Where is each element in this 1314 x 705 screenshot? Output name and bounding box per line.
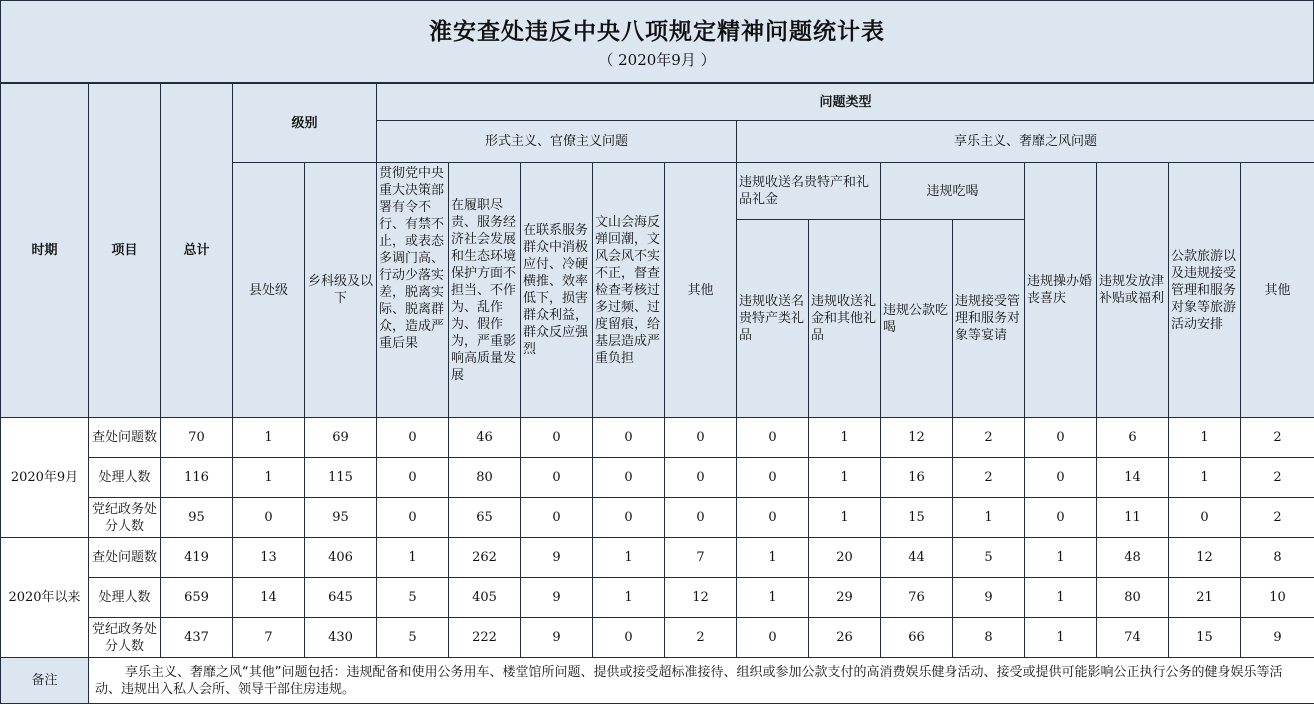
table-row bbox=[1, 578, 1314, 618]
period-cell: 2020年以来 bbox=[1, 538, 89, 658]
period-cell: 2020年9月 bbox=[1, 418, 89, 538]
table-row bbox=[1, 498, 1314, 538]
table-row bbox=[1, 418, 1314, 458]
table-row bbox=[1, 458, 1314, 498]
value-cell: 1 bbox=[737, 578, 809, 618]
value-cell: 14 bbox=[1097, 458, 1169, 498]
header-county-level: 县处级 bbox=[233, 163, 305, 418]
row-label: 查处问题数 bbox=[89, 538, 161, 578]
value-cell: 437 bbox=[161, 618, 233, 658]
value-cell: 95 bbox=[161, 498, 233, 538]
note-text: 享乐主义、奢靡之风“其他”问题包括：违规配备和使用公务用车、楼堂馆所问题、提供或接受超标准接待、组织或参加公款支付的高消费娱乐健身活动、接受或提供可能影响公正执行公务的健身娱乐等活动、违规出入私人会所、领导干部住房违规。 bbox=[89, 658, 1314, 704]
header-hedonism: 享乐主义、奢靡之风问题 bbox=[737, 121, 1314, 163]
header-township-level: 乡科级及以下 bbox=[305, 163, 377, 418]
row-label: 处理人数 bbox=[89, 458, 161, 498]
value-cell: 1 bbox=[737, 538, 809, 578]
value-cell: 29 bbox=[809, 578, 881, 618]
header-gift-specialty: 违规收送名贵特产类礼品 bbox=[737, 220, 809, 418]
header-eating-group: 违规吃喝 bbox=[881, 163, 1025, 220]
value-cell: 7 bbox=[233, 618, 305, 658]
value-cell: 8 bbox=[953, 618, 1025, 658]
header-gift-group: 违规收送名贵特产和礼品礼金 bbox=[737, 163, 881, 220]
value-cell: 0 bbox=[377, 498, 449, 538]
value-cell: 0 bbox=[377, 418, 449, 458]
row-label: 党纪政务处分人数 bbox=[89, 618, 161, 658]
value-cell: 9 bbox=[521, 538, 593, 578]
header-formalism: 形式主义、官僚主义问题 bbox=[377, 121, 737, 163]
value-cell: 2 bbox=[1241, 418, 1314, 458]
value-cell: 0 bbox=[1025, 458, 1097, 498]
value-cell: 0 bbox=[521, 458, 593, 498]
value-cell: 1 bbox=[1169, 418, 1241, 458]
header-formalism-other: 其他 bbox=[665, 163, 737, 418]
value-cell: 115 bbox=[305, 458, 377, 498]
value-cell: 1 bbox=[1169, 458, 1241, 498]
value-cell: 2 bbox=[953, 418, 1025, 458]
value-cell: 405 bbox=[449, 578, 521, 618]
value-cell: 0 bbox=[1025, 418, 1097, 458]
header-subsidy: 违规发放津补贴或福利 bbox=[1097, 163, 1169, 418]
value-cell: 12 bbox=[881, 418, 953, 458]
value-cell: 74 bbox=[1097, 618, 1169, 658]
value-cell: 2 bbox=[1241, 458, 1314, 498]
table-row bbox=[1, 538, 1314, 578]
header-formalism-2: 在履职尽责、服务经济社会发展和生态环境保护方面不担当、不作为、乱作为、假作为，严重影响高质量发展 bbox=[449, 163, 521, 418]
header-formalism-1: 贯彻党中央重大决策部署有令不行、有禁不止，或表态多调门高、行动少落实差，脱离实际、脱离群众，造成严重后果 bbox=[377, 163, 449, 418]
value-cell: 2 bbox=[665, 618, 737, 658]
value-cell: 0 bbox=[665, 418, 737, 458]
value-cell: 0 bbox=[665, 498, 737, 538]
value-cell: 1 bbox=[233, 418, 305, 458]
value-cell: 12 bbox=[665, 578, 737, 618]
header-formalism-3: 在联系服务群众中消极应付、冷硬横推、效率低下，损害群众利益，群众反应强烈 bbox=[521, 163, 593, 418]
value-cell: 0 bbox=[1169, 498, 1241, 538]
value-cell: 0 bbox=[737, 498, 809, 538]
value-cell: 66 bbox=[881, 618, 953, 658]
value-cell: 10 bbox=[1241, 578, 1314, 618]
value-cell: 1 bbox=[1025, 618, 1097, 658]
header-eat-public: 违规公款吃喝 bbox=[881, 220, 953, 418]
value-cell: 1 bbox=[233, 458, 305, 498]
value-cell: 5 bbox=[953, 538, 1025, 578]
value-cell: 1 bbox=[593, 578, 665, 618]
value-cell: 0 bbox=[1025, 498, 1097, 538]
value-cell: 2 bbox=[953, 458, 1025, 498]
value-cell: 222 bbox=[449, 618, 521, 658]
value-cell: 5 bbox=[377, 578, 449, 618]
value-cell: 26 bbox=[809, 618, 881, 658]
header-gift-money: 违规收送礼金和其他礼品 bbox=[809, 220, 881, 418]
value-cell: 0 bbox=[593, 458, 665, 498]
value-cell: 0 bbox=[737, 418, 809, 458]
value-cell: 1 bbox=[953, 498, 1025, 538]
value-cell: 0 bbox=[521, 498, 593, 538]
header-period: 时期 bbox=[1, 84, 89, 418]
statistics-table bbox=[0, 83, 1314, 704]
value-cell: 419 bbox=[161, 538, 233, 578]
value-cell: 9 bbox=[953, 578, 1025, 618]
value-cell: 21 bbox=[1169, 578, 1241, 618]
value-cell: 7 bbox=[665, 538, 737, 578]
value-cell: 20 bbox=[809, 538, 881, 578]
value-cell: 16 bbox=[881, 458, 953, 498]
value-cell: 1 bbox=[593, 538, 665, 578]
value-cell: 69 bbox=[305, 418, 377, 458]
value-cell: 65 bbox=[449, 498, 521, 538]
value-cell: 0 bbox=[593, 498, 665, 538]
header-level: 级别 bbox=[233, 84, 377, 163]
note-row bbox=[1, 658, 1314, 704]
value-cell: 76 bbox=[881, 578, 953, 618]
row-label: 查处问题数 bbox=[89, 418, 161, 458]
value-cell: 116 bbox=[161, 458, 233, 498]
value-cell: 5 bbox=[377, 618, 449, 658]
value-cell: 406 bbox=[305, 538, 377, 578]
value-cell: 12 bbox=[1169, 538, 1241, 578]
value-cell: 1 bbox=[809, 418, 881, 458]
value-cell: 15 bbox=[1169, 618, 1241, 658]
value-cell: 262 bbox=[449, 538, 521, 578]
value-cell: 8 bbox=[1241, 538, 1314, 578]
value-cell: 430 bbox=[305, 618, 377, 658]
value-cell: 659 bbox=[161, 578, 233, 618]
header-hedonism-other: 其他 bbox=[1241, 163, 1314, 418]
title-banner bbox=[0, 0, 1314, 83]
value-cell: 80 bbox=[449, 458, 521, 498]
value-cell: 1 bbox=[1025, 538, 1097, 578]
value-cell: 15 bbox=[881, 498, 953, 538]
value-cell: 44 bbox=[881, 538, 953, 578]
value-cell: 9 bbox=[1241, 618, 1314, 658]
value-cell: 0 bbox=[377, 458, 449, 498]
value-cell: 95 bbox=[305, 498, 377, 538]
header-formalism-4: 文山会海反弹回潮，文风会风不实不正，督查检查考核过多过频、过度留痕，给基层造成严重负担 bbox=[593, 163, 665, 418]
page-title: 淮安查处违反中央八项规定精神问题统计表 bbox=[429, 19, 885, 45]
value-cell: 70 bbox=[161, 418, 233, 458]
value-cell: 0 bbox=[737, 458, 809, 498]
value-cell: 2 bbox=[1241, 498, 1314, 538]
value-cell: 0 bbox=[233, 498, 305, 538]
value-cell: 0 bbox=[521, 418, 593, 458]
value-cell: 9 bbox=[521, 578, 593, 618]
header-item: 项目 bbox=[89, 84, 161, 418]
value-cell: 0 bbox=[737, 618, 809, 658]
note-label: 备注 bbox=[1, 658, 89, 704]
page-subtitle: （ 2020年9月 ） bbox=[598, 51, 716, 69]
value-cell: 1 bbox=[1025, 578, 1097, 618]
value-cell: 46 bbox=[449, 418, 521, 458]
value-cell: 11 bbox=[1097, 498, 1169, 538]
value-cell: 6 bbox=[1097, 418, 1169, 458]
table-row bbox=[1, 618, 1314, 658]
value-cell: 0 bbox=[665, 458, 737, 498]
value-cell: 0 bbox=[593, 418, 665, 458]
value-cell: 0 bbox=[593, 618, 665, 658]
header-eat-banquet: 违规接受管理和服务对象等宴请 bbox=[953, 220, 1025, 418]
value-cell: 1 bbox=[809, 458, 881, 498]
value-cell: 1 bbox=[809, 498, 881, 538]
value-cell: 645 bbox=[305, 578, 377, 618]
value-cell: 9 bbox=[521, 618, 593, 658]
header-wedding: 违规操办婚丧喜庆 bbox=[1025, 163, 1097, 418]
value-cell: 14 bbox=[233, 578, 305, 618]
header-travel: 公款旅游以及违规接受管理和服务对象等旅游活动安排 bbox=[1169, 163, 1241, 418]
header-total: 总计 bbox=[161, 84, 233, 418]
header-problem-type: 问题类型 bbox=[377, 84, 1314, 121]
value-cell: 13 bbox=[233, 538, 305, 578]
value-cell: 48 bbox=[1097, 538, 1169, 578]
value-cell: 1 bbox=[377, 538, 449, 578]
row-label: 党纪政务处分人数 bbox=[89, 498, 161, 538]
value-cell: 80 bbox=[1097, 578, 1169, 618]
row-label: 处理人数 bbox=[89, 578, 161, 618]
